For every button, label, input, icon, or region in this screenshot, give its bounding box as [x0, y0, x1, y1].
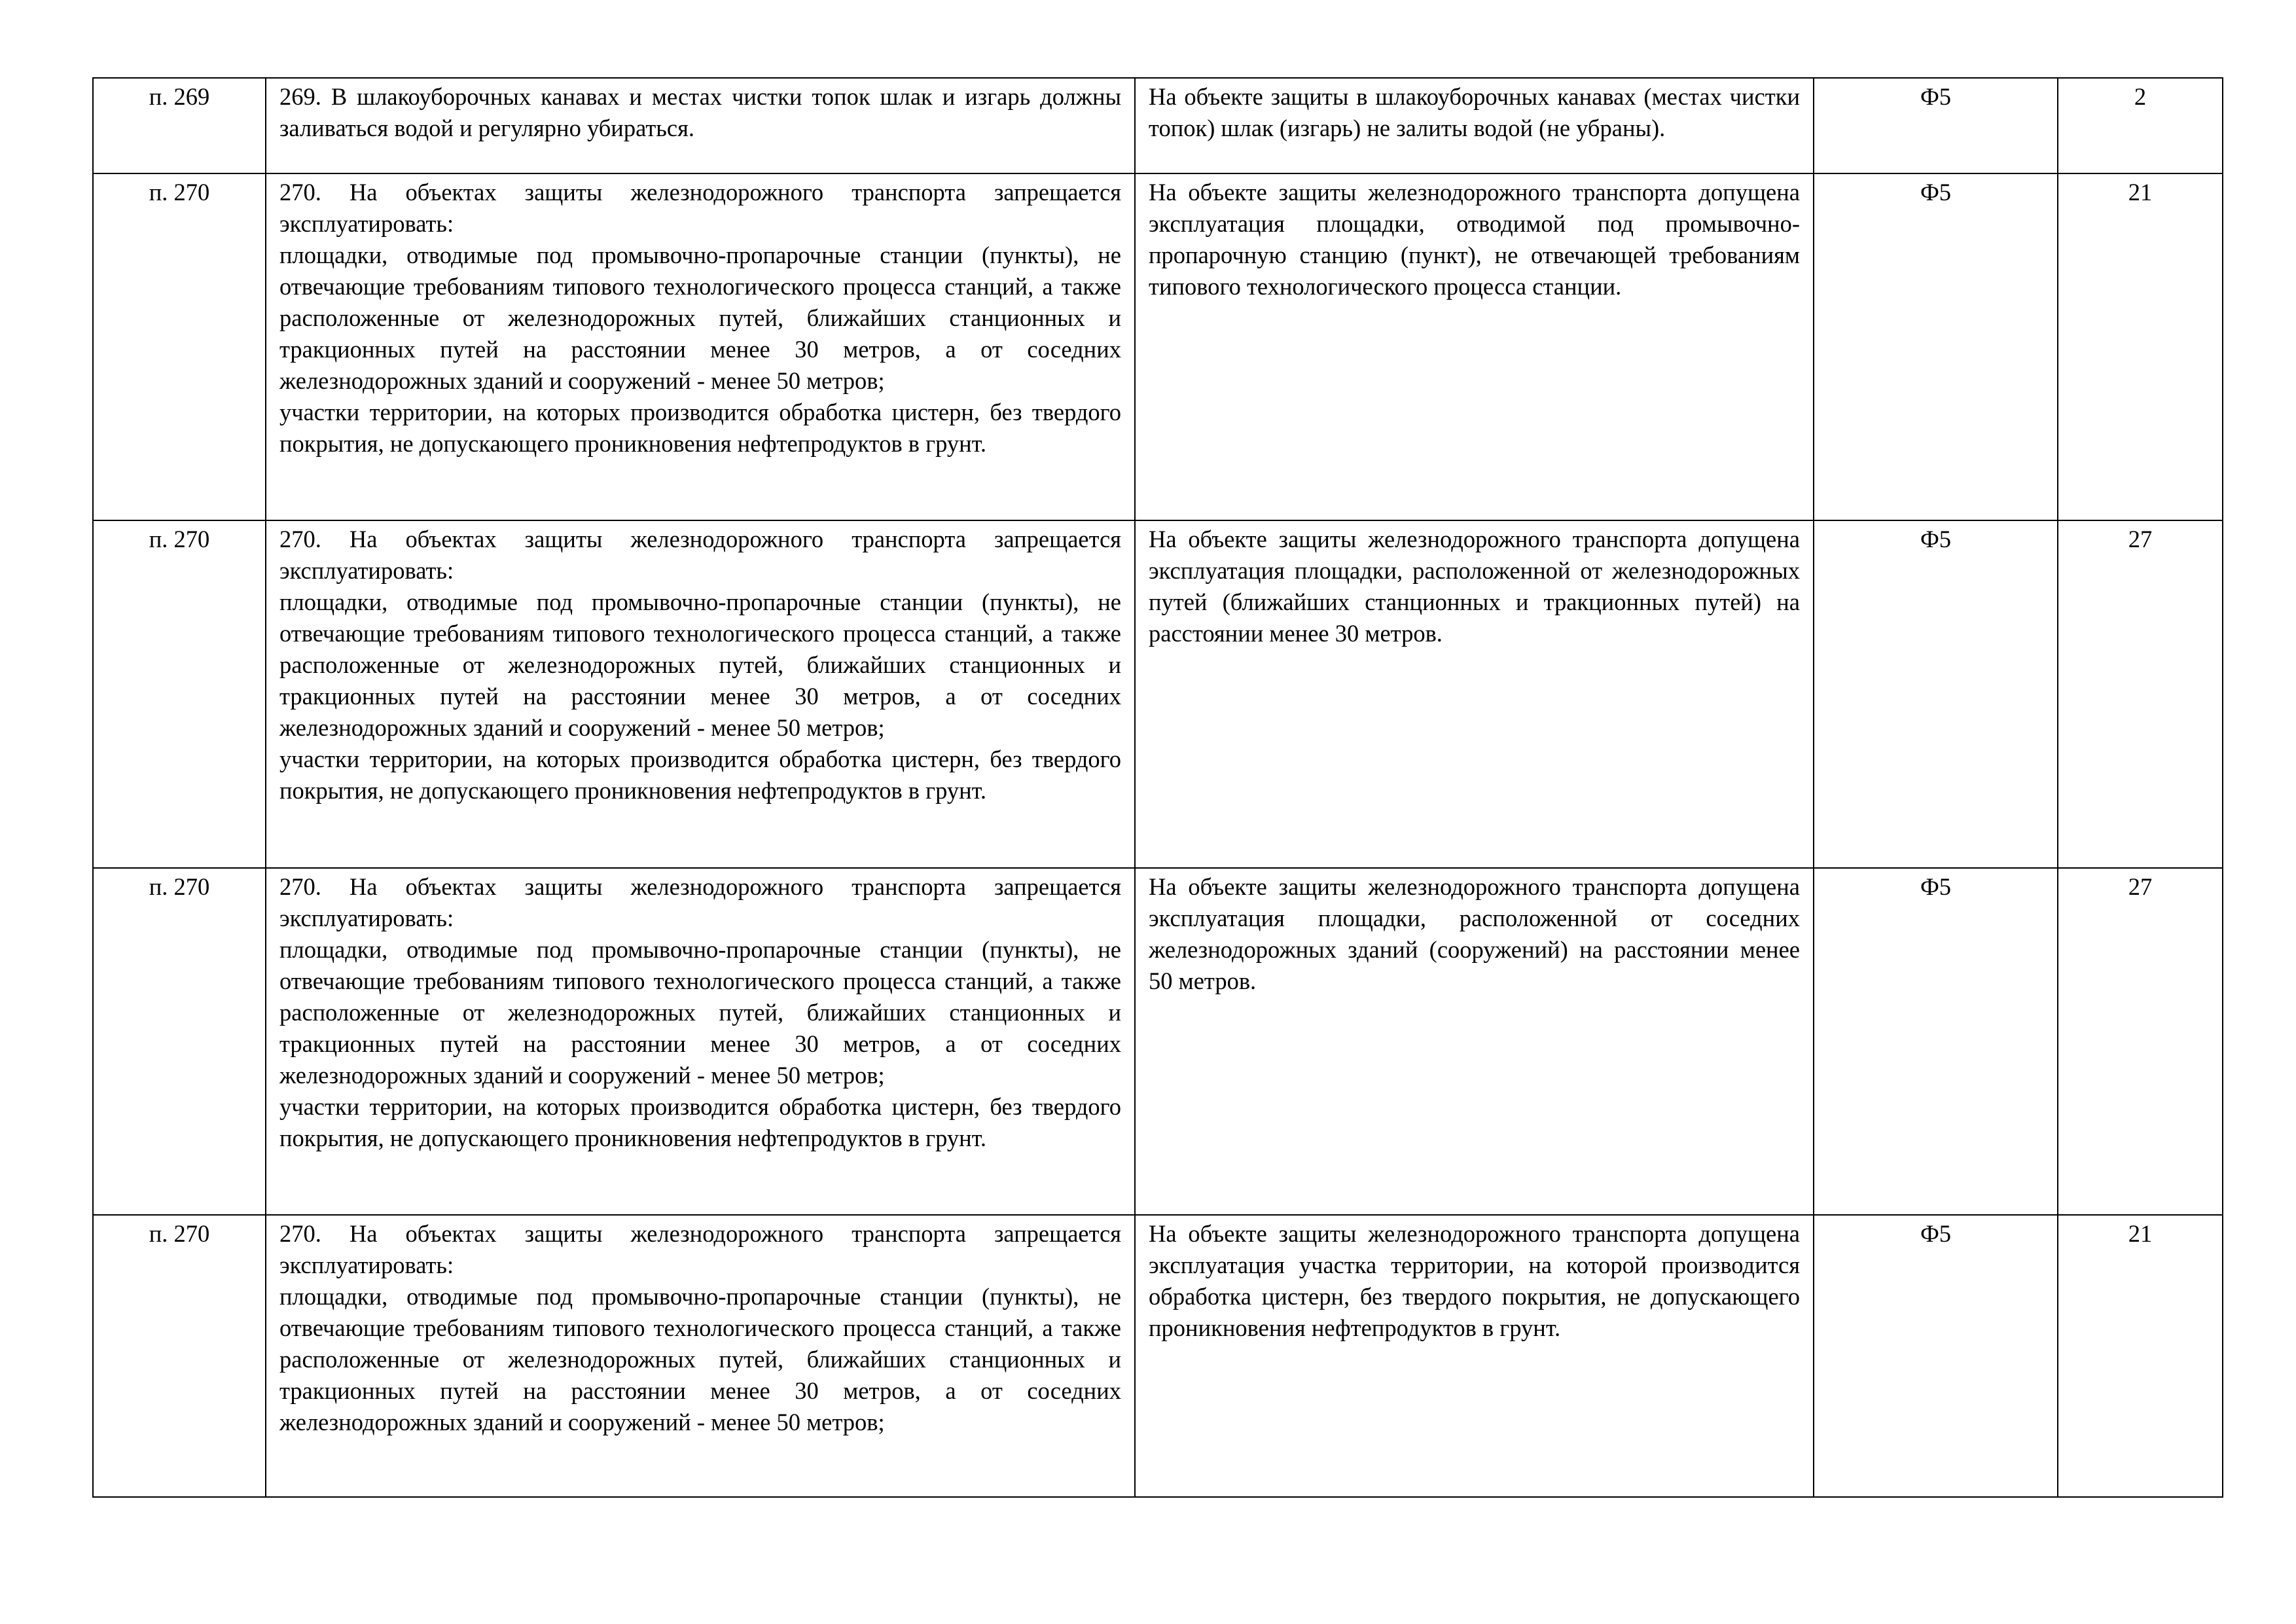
- number-cell: 27: [2058, 868, 2223, 1215]
- requirement-paragraph: 269. В шлакоуборочных канавах и местах чистки топок шлак и изгарь должны заливаться водой и регулярно убираться.: [279, 83, 1121, 141]
- violation-text: На объекте защиты железнодорожного транспорта допущена эксплуатация участка территории, на которой производится обработка цистерн, без твердого покрытия, не допускающего проникновения нефтепродуктов в грунт.: [1149, 1220, 1800, 1341]
- requirement-paragraph: 270. На объектах защиты железнодорожного транспорта запрещается эксплуатировать:: [279, 179, 1121, 237]
- requirement-paragraph: 270. На объектах защиты железнодорожного транспорта запрещается эксплуатировать:: [279, 526, 1121, 584]
- requirements-table: [92, 77, 2223, 1498]
- point-cell: п. 270: [93, 520, 266, 868]
- table-row: [93, 868, 2223, 1215]
- requirement-paragraph: площадки, отводимые под промывочно-пропарочные станции (пункты), не отвечающие требованиям типового технологического процесса станций, а также расположенные от железнодорожных путей, ближайших станционных и тракционных путей на расстоянии менее 30 метров, а от соседних железнодорожных зданий и сооружений - менее 50 метров;: [279, 1283, 1121, 1435]
- code-cell: Ф5: [1814, 1215, 2058, 1497]
- requirement-paragraph: площадки, отводимые под промывочно-пропарочные станции (пункты), не отвечающие требованиям типового технологического процесса станций, а также расположенные от железнодорожных путей, ближайших станционных и тракционных путей на расстоянии менее 30 метров, а от соседних железнодорожных зданий и сооружений - менее 50 метров;: [279, 242, 1121, 394]
- point-cell: п. 269: [93, 78, 266, 173]
- violation-cell: [1135, 78, 1814, 173]
- violation-text: На объекте защиты железнодорожного транспорта допущена эксплуатация площадки, расположенной от соседних железнодорожных зданий (сооружений) на расстоянии менее 50 метров.: [1149, 873, 1800, 994]
- requirement-cell: [266, 78, 1135, 173]
- violation-text: На объекте защиты железнодорожного транспорта допущена эксплуатация площадки, отводимой под промывочно-пропарочную станцию (пункт), не отвечающей требованиям типового технологического процесса станции.: [1149, 179, 1800, 300]
- violation-cell: [1135, 1215, 1814, 1497]
- code-cell: Ф5: [1814, 520, 2058, 868]
- table-row: [93, 78, 2223, 173]
- code-cell: Ф5: [1814, 173, 2058, 520]
- point-cell: п. 270: [93, 868, 266, 1215]
- requirement-paragraph: участки территории, на которых производится обработка цистерн, без твердого покрытия, не допускающего проникновения нефтепродуктов в грунт.: [279, 746, 1121, 804]
- code-cell: Ф5: [1814, 78, 2058, 173]
- point-cell: п. 270: [93, 1215, 266, 1497]
- violation-cell: [1135, 173, 1814, 520]
- requirement-paragraph: площадки, отводимые под промывочно-пропарочные станции (пункты), не отвечающие требованиям типового технологического процесса станций, а также расположенные от железнодорожных путей, ближайших станционных и тракционных путей на расстоянии менее 30 метров, а от соседних железнодорожных зданий и сооружений - менее 50 метров;: [279, 588, 1121, 741]
- requirement-paragraph: 270. На объектах защиты железнодорожного транспорта запрещается эксплуатировать:: [279, 1220, 1121, 1278]
- number-cell: 21: [2058, 1215, 2223, 1497]
- requirement-paragraph: 270. На объектах защиты железнодорожного транспорта запрещается эксплуатировать:: [279, 873, 1121, 931]
- requirement-cell: [266, 520, 1135, 868]
- violation-cell: [1135, 868, 1814, 1215]
- table-row: [93, 1215, 2223, 1497]
- requirement-cell: [266, 173, 1135, 520]
- point-cell: п. 270: [93, 173, 266, 520]
- table-row: [93, 520, 2223, 868]
- number-cell: 27: [2058, 520, 2223, 868]
- violation-text: На объекте защиты в шлакоуборочных канавах (местах чистки топок) шлак (изгарь) не залиты водой (не убраны).: [1149, 83, 1800, 141]
- violation-text: На объекте защиты железнодорожного транспорта допущена эксплуатация площадки, расположенной от железнодорожных путей (ближайших станционных и тракционных путей) на расстоянии менее 30 метров.: [1149, 526, 1800, 647]
- requirement-paragraph: площадки, отводимые под промывочно-пропарочные станции (пункты), не отвечающие требованиям типового технологического процесса станций, а также расположенные от железнодорожных путей, ближайших станционных и тракционных путей на расстоянии менее 30 метров, а от соседних железнодорожных зданий и сооружений - менее 50 метров;: [279, 936, 1121, 1089]
- number-cell: 2: [2058, 78, 2223, 173]
- requirement-cell: [266, 868, 1135, 1215]
- requirement-paragraph: участки территории, на которых производится обработка цистерн, без твердого покрытия, не допускающего проникновения нефтепродуктов в грунт.: [279, 399, 1121, 457]
- code-cell: Ф5: [1814, 868, 2058, 1215]
- requirement-paragraph: участки территории, на которых производится обработка цистерн, без твердого покрытия, не допускающего проникновения нефтепродуктов в грунт.: [279, 1093, 1121, 1151]
- violation-cell: [1135, 520, 1814, 868]
- table-row: [93, 173, 2223, 520]
- requirement-cell: [266, 1215, 1135, 1497]
- number-cell: 21: [2058, 173, 2223, 520]
